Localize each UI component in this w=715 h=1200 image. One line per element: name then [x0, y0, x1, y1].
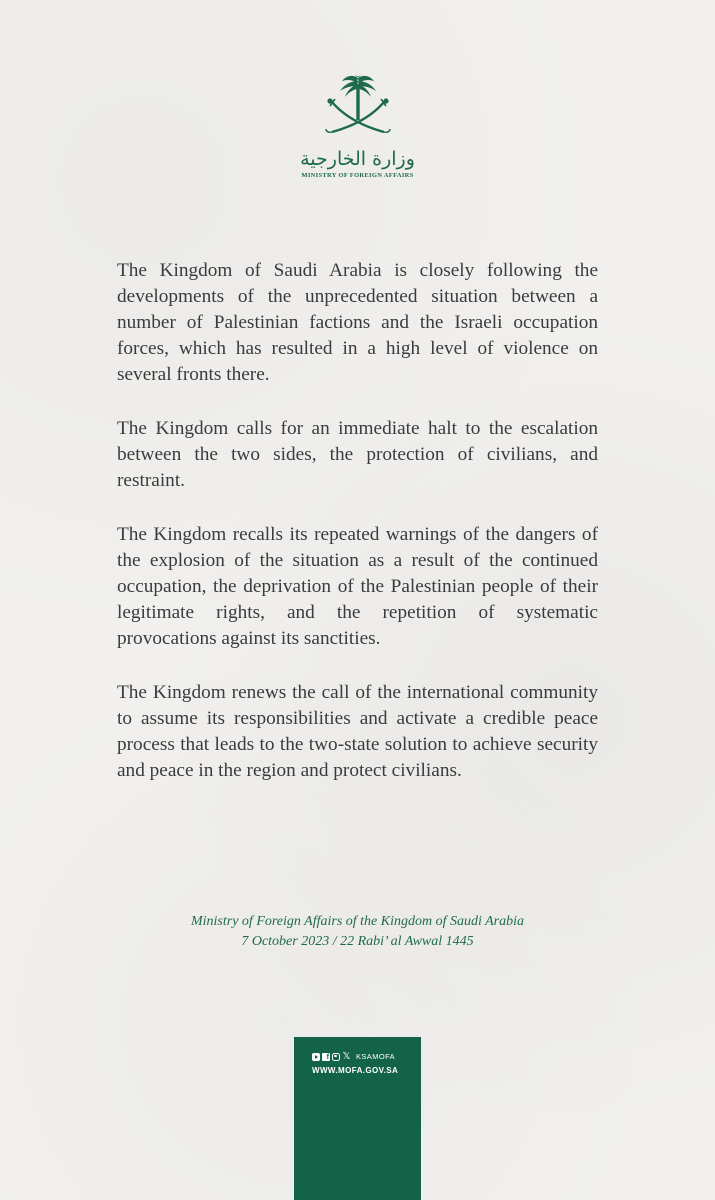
x-icon[interactable]: 𝕏 [342, 1050, 351, 1062]
instagram-icon[interactable] [332, 1053, 340, 1061]
signature-ministry: Ministry of Foreign Affairs of the Kingdom of Saudi Arabia [190, 914, 525, 929]
footer-contact-box [294, 1037, 421, 1200]
signature-block [0, 912, 715, 952]
statement-paragraph: The Kingdom recalls its repeated warnings of the dangers of the explosion of the situation as a result of the continued occupation, the deprivation of the Palestinian people of their legitimate rights, and the repetition of systematic provocations against its sanctities. [117, 524, 598, 649]
signature-date: 7 October 2023 / 22 Rabi’ al Awwal 1445 [241, 934, 474, 949]
statement-body [117, 258, 598, 812]
website-link[interactable]: WWW.MOFA.GOV.SA [312, 1066, 399, 1075]
statement-paragraph: The Kingdom renews the call of the international community to assume its responsibilities and activate a credible peace process that leads to the two-state solution to achieve security and peace in the region and protect civilians. [117, 682, 598, 781]
ministry-english-name: MINISTRY OF FOREIGN AFFAIRS [301, 172, 414, 179]
statement-paragraph: The Kingdom of Saudi Arabia is closely following the developments of the unprecedented situation between a number of Palestinian factions and the Israeli occupation forces, which has resulted in a high level of violence on several fronts there. [117, 260, 598, 385]
statement-paragraph: The Kingdom calls for an immediate halt to the escalation between the two sides, the protection of civilians, and restraint. [117, 418, 598, 491]
saudi-emblem-icon [318, 72, 398, 144]
youtube-icon[interactable] [312, 1053, 320, 1061]
facebook-icon[interactable]: f [322, 1053, 330, 1061]
ministry-header [0, 72, 715, 179]
social-links [312, 1052, 395, 1061]
ministry-arabic-name: وزارة الخارجية [300, 148, 415, 170]
social-handle: KSAMOFA [356, 1052, 396, 1061]
